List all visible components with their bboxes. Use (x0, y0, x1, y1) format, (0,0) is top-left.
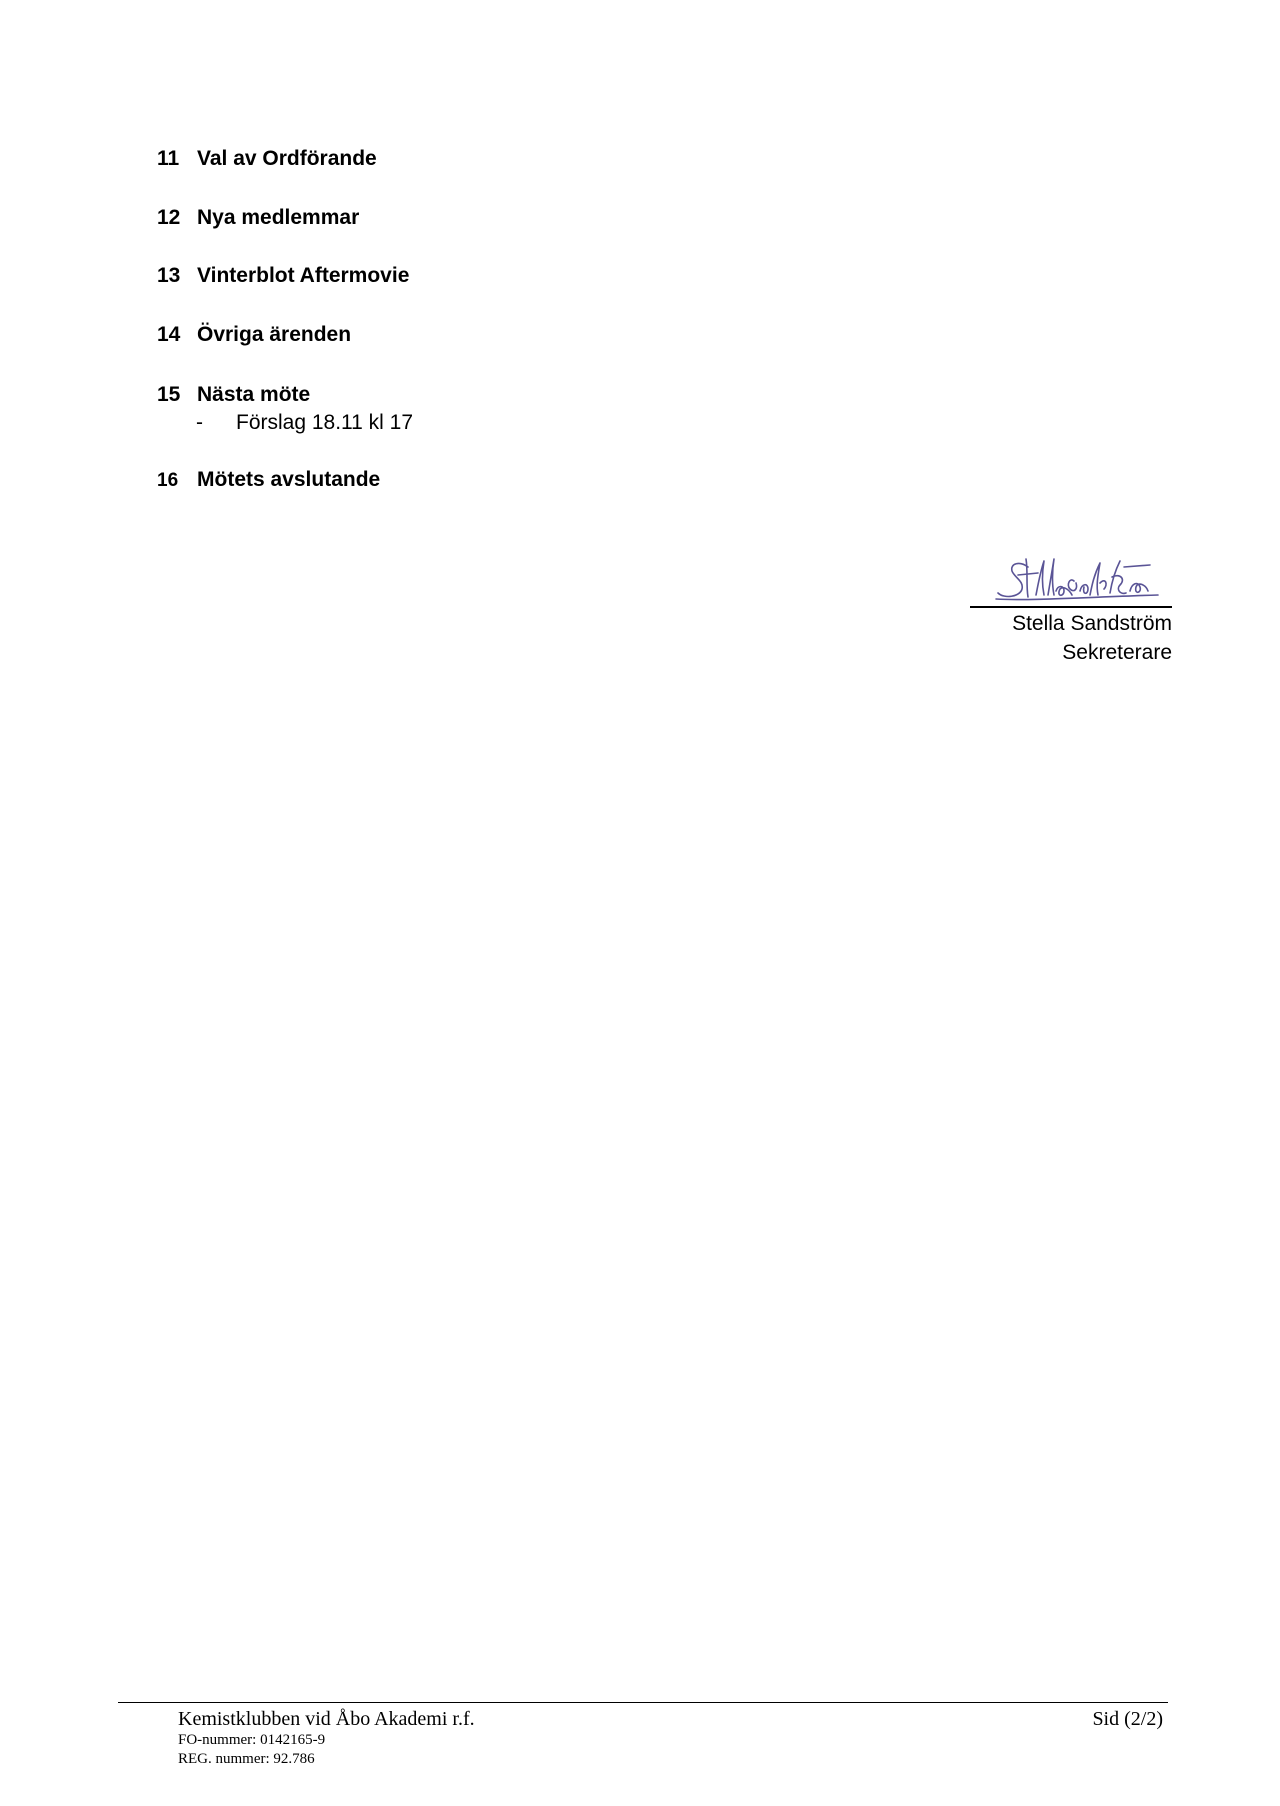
agenda-item-16 (157, 467, 380, 494)
agenda-item-15 (157, 382, 310, 408)
agenda-sub-item-text: Förslag 18.11 kl 17 (236, 411, 414, 434)
signature-line (970, 606, 1172, 608)
agenda-item-12 (157, 205, 359, 231)
agenda-item-14 (157, 322, 351, 348)
bullet-dash: - (196, 411, 203, 434)
page-number: Sid (2/2) (1092, 1708, 1163, 1730)
agenda-item-number: 16 (157, 470, 179, 491)
agenda-item-title: Val av Ordförande (197, 147, 377, 170)
agenda-item-number: 12 (157, 206, 181, 229)
footer-organization: Kemistklubben vid Åbo Akademi r.f. (178, 1708, 475, 1730)
footer-reg-number: REG. nummer: 92.786 (178, 1751, 315, 1767)
footer-divider (118, 1702, 1168, 1703)
agenda-item-title: Vinterblot Aftermovie (197, 264, 410, 287)
agenda-item-11 (157, 146, 377, 172)
handwritten-signature (990, 555, 1165, 605)
agenda-item-number: 15 (157, 383, 181, 406)
agenda-sub-item (196, 410, 413, 436)
page-footer (178, 1707, 1163, 1769)
agenda-item-number: 11 (157, 147, 180, 170)
agenda-item-title: Mötets avslutande (197, 468, 381, 491)
agenda-item-13 (157, 263, 409, 289)
agenda-item-title: Nästa möte (197, 383, 311, 406)
signature-block (970, 555, 1172, 675)
footer-fo-number: FO-nummer: 0142165-9 (178, 1732, 326, 1748)
agenda-item-number: 14 (157, 323, 181, 346)
signer-name: Stella Sandström (1012, 612, 1172, 635)
agenda-item-title: Övriga ärenden (197, 323, 352, 346)
agenda-item-number: 13 (157, 264, 181, 287)
signer-role: Sekreterare (1062, 641, 1172, 664)
agenda-item-title: Nya medlemmar (197, 206, 360, 229)
